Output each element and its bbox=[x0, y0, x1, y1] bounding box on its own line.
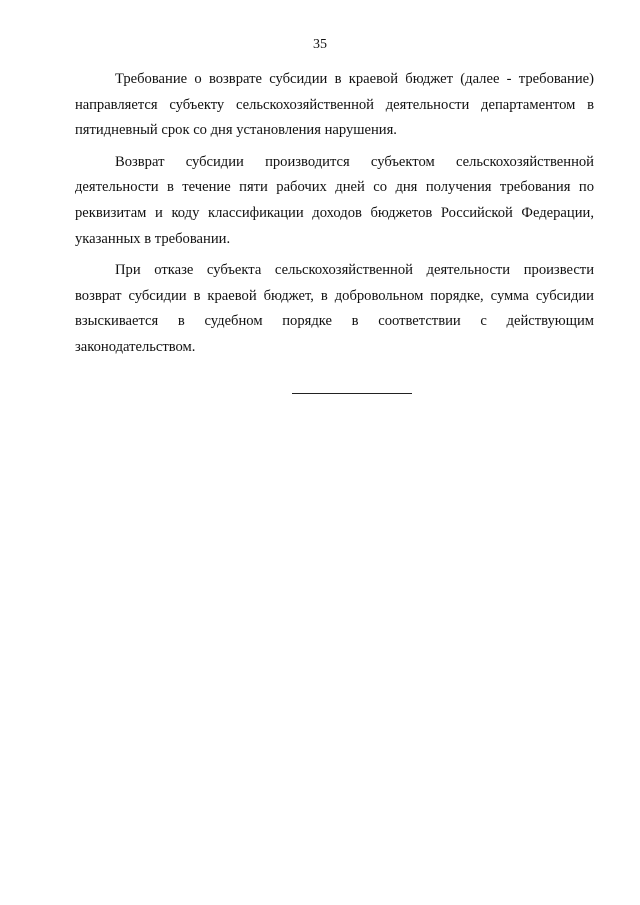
page-number: 35 bbox=[313, 37, 327, 52]
paragraph-subsidy-return-procedure: Возврат субсидии производится субъектом сельскохозяйственной деятельности в течение пяти рабочих дней со дня получения требования по реквизитам и коду классификации доходов бюджетов Российской Федерации, указанных в требовании. bbox=[75, 153, 594, 247]
document-body bbox=[75, 67, 594, 367]
paragraph-refusal-consequences: При отказе субъекта сельскохозяйственной деятельности произвести возврат субсидии в краевой бюджет, в добровольном порядке, сумма субсидии взыскивается в судебном порядке в соответствии с действующим законодательством. bbox=[75, 262, 594, 355]
end-divider-line bbox=[292, 393, 412, 394]
paragraph-subsidy-return-demand: Требование о возврате субсидии в краевой бюджет (далее - требование) направляется субъекту сельскохозяйственной деятельности департаментом в пятидневный срок со дня установления нарушения. bbox=[75, 71, 594, 139]
